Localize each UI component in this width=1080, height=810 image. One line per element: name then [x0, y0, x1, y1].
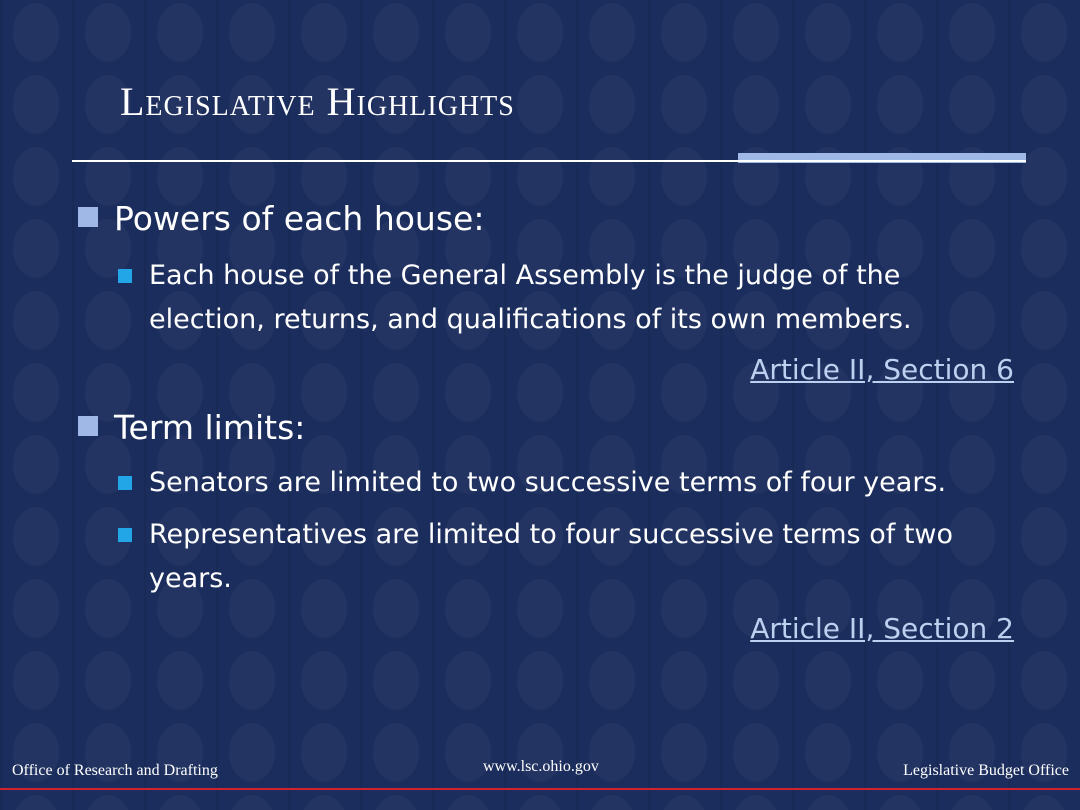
- footer-divider: [0, 788, 1080, 790]
- bullet-text: Each house of the General Assembly is the judge of the election, returns, and qualifications of its own members.: [149, 260, 912, 335]
- article-ii-section-2-link[interactable]: Article II, Section 2: [750, 612, 1014, 645]
- bullet-representatives: [118, 513, 1018, 601]
- bullet-judge-of-election: [118, 254, 1018, 342]
- bullet-powers-of-each-house: [78, 199, 484, 239]
- footer-budget-office: Legislative Budget Office: [903, 762, 1069, 779]
- section-heading: Powers of each house:: [114, 199, 485, 238]
- square-bullet-icon: [118, 528, 132, 542]
- square-bullet-icon: [118, 269, 132, 283]
- slide-title: Legislative Highlights: [120, 79, 515, 124]
- square-bullet-icon: [78, 207, 98, 227]
- article-ii-section-6-link[interactable]: Article II, Section 6: [750, 353, 1014, 386]
- section-heading: Term limits:: [114, 408, 306, 447]
- square-bullet-icon: [78, 416, 98, 436]
- bullet-text: Senators are limited to two successive terms of four years.: [149, 467, 947, 498]
- bullet-text: Representatives are limited to four successive terms of two years.: [149, 519, 954, 594]
- footer-website: www.lsc.ohio.gov: [483, 758, 599, 775]
- bullet-term-limits: [78, 408, 305, 448]
- footer-office-of-research: Office of Research and Drafting: [12, 762, 218, 779]
- bullet-senators: [118, 461, 1018, 505]
- square-bullet-icon: [118, 476, 132, 490]
